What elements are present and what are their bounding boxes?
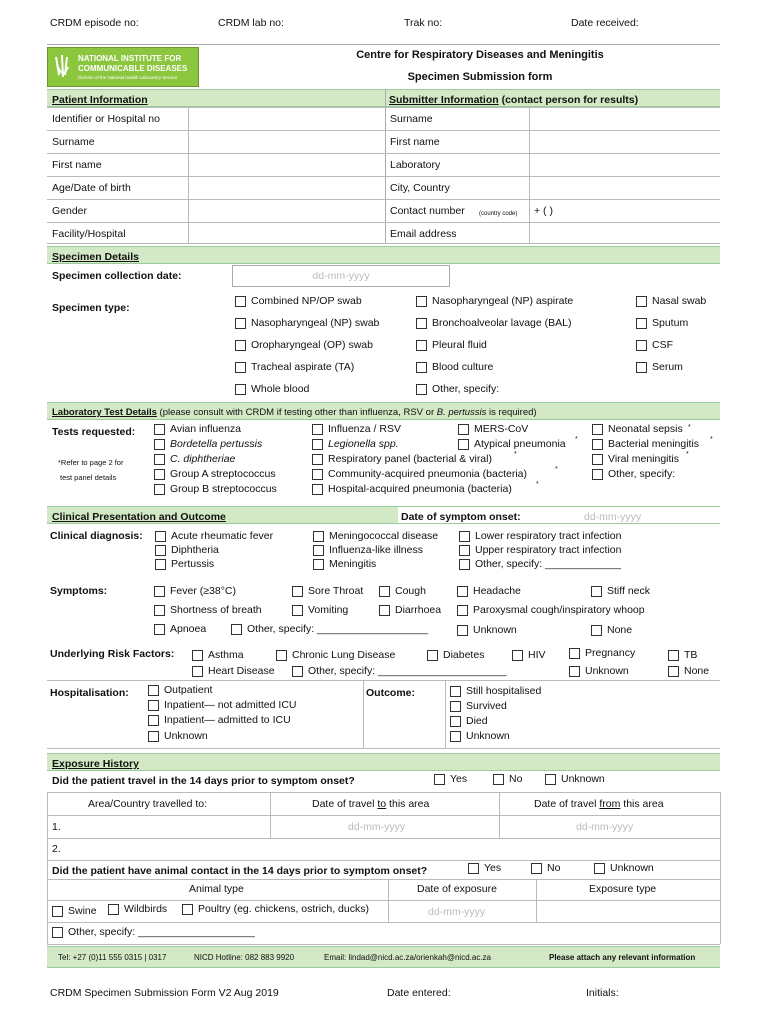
symptom-none-checkbox[interactable] — [591, 625, 602, 636]
risk-other-checkbox[interactable] — [292, 666, 303, 677]
lab-col1-label: Group A streptococcus — [170, 468, 276, 480]
risk-other-label: Other, specify: ______________________ — [308, 665, 507, 677]
refer-note-line1: *Refer to page 2 for — [58, 458, 124, 467]
patient-field-label: Gender — [52, 205, 88, 217]
lab-col2-checkbox[interactable] — [312, 454, 323, 465]
specimen-col1-checkbox[interactable] — [235, 296, 246, 307]
travel-area-header: Area/Country travelled to: — [88, 798, 208, 810]
risk-heart-checkbox[interactable] — [192, 666, 203, 677]
collection-date-placeholder: dd-mm-yyyy — [312, 270, 370, 282]
lab-col2-checkbox[interactable] — [312, 484, 323, 495]
lab-col3-label: Atypical pneumonia — [474, 438, 566, 450]
exposure-header-bar — [47, 753, 720, 771]
row-divider — [47, 879, 720, 880]
row-divider — [47, 900, 720, 901]
travel-row2: 2. — [52, 843, 61, 855]
specimen-col3-label: CSF — [652, 339, 673, 351]
risk-preg-label: Pregnancy — [585, 647, 636, 659]
diagnosis-col2-label: Meningitis — [329, 558, 377, 570]
travel-row1: 1. — [52, 821, 61, 833]
hospitalisation-label: Outpatient — [164, 684, 213, 696]
lab-col4-label: Bacterial meningitis — [608, 438, 700, 450]
specimen-col1-label: Nasopharyngeal (NP) swab — [251, 317, 380, 329]
outcome-label: Survived — [466, 700, 507, 712]
animal-question: Did the patient have animal contact in the 14 days prior to symptom onset? — [52, 865, 428, 877]
diagnosis-col1-label: Diphtheria — [171, 544, 219, 556]
symptom-unknown-checkbox[interactable] — [457, 625, 468, 636]
col-divider — [270, 792, 271, 838]
lab-col4-label: Viral meningitis — [608, 453, 680, 465]
tests-requested-label: Tests requested: — [52, 426, 136, 438]
lab-col4-checkbox[interactable] — [592, 439, 603, 450]
risk-diab-checkbox[interactable] — [427, 650, 438, 661]
risk-tb-checkbox[interactable] — [668, 650, 679, 661]
lab-col4-checkbox[interactable] — [592, 469, 603, 480]
animal-yes-checkbox[interactable] — [468, 863, 479, 874]
submitter-field-label: Email address — [390, 228, 457, 240]
risk-none-label: None — [684, 665, 710, 677]
lab-col1-label: Avian influenza — [170, 423, 242, 435]
outcome-label: Died — [466, 715, 488, 727]
risk-unknown-label: Unknown — [585, 665, 629, 677]
row-divider — [47, 838, 720, 839]
patient-field-input[interactable] — [188, 177, 385, 199]
diagnosis-col2-checkbox[interactable] — [313, 545, 324, 556]
symptom-headache-checkbox[interactable] — [457, 586, 468, 597]
submitter-field-input[interactable] — [530, 131, 720, 153]
clinical-diagnosis-label: Clinical diagnosis: — [50, 530, 143, 542]
row-divider — [47, 860, 720, 861]
specimen-col3-checkbox[interactable] — [636, 340, 647, 351]
submitter-field-label: Contact number — [390, 205, 465, 217]
outcome-checkbox[interactable] — [450, 731, 461, 742]
hospitalisation-checkbox[interactable] — [148, 731, 159, 742]
symptom-fever-label: Fever (≥38°C) — [170, 585, 236, 597]
lab-col2-checkbox[interactable] — [312, 424, 323, 435]
outcome-label: Unknown — [466, 730, 510, 742]
row-divider — [47, 815, 720, 816]
specimen-col2-checkbox[interactable] — [416, 384, 427, 395]
risk-diab-label: Diabetes — [443, 649, 485, 661]
country-code-hint: (country code) — [479, 211, 518, 217]
diagnosis-col1-checkbox[interactable] — [155, 531, 166, 542]
symptom-stiff-label: Stiff neck — [607, 585, 650, 597]
risk-factors-label: Underlying Risk Factors: — [50, 648, 175, 660]
lab-col4-label: Neonatal sepsis — [608, 423, 683, 435]
logo-line2: COMMUNICABLE DISEASES — [78, 64, 188, 73]
specimen-header-bar — [47, 246, 720, 264]
specimen-header: Specimen Details — [52, 251, 139, 263]
hospitalisation-label: Inpatient— not admitted ICU — [164, 699, 297, 711]
symptom-cough-checkbox[interactable] — [379, 586, 390, 597]
diagnosis-col3-label: Lower respiratory tract infection — [475, 530, 622, 542]
risk-none-checkbox[interactable] — [668, 666, 679, 677]
diagnosis-col2-checkbox[interactable] — [313, 559, 324, 570]
lab-col2-label: Community-acquired pneumonia (bacteria) — [328, 468, 528, 480]
row-divider — [47, 748, 720, 749]
symptom-apnoea-checkbox[interactable] — [154, 624, 165, 635]
clinical-header: Clinical Presentation and Outcome — [52, 511, 226, 523]
travel-yes-label: Yes — [450, 773, 468, 785]
symptom-stiff-checkbox[interactable] — [591, 586, 602, 597]
risk-unknown-checkbox[interactable] — [569, 666, 580, 677]
diagnosis-col2-label: Influenza-like illness — [329, 544, 423, 556]
lab-col2-checkbox[interactable] — [312, 469, 323, 480]
risk-ccd-label: Chronic Lung Disease — [292, 649, 396, 661]
animal-swine-label: Swine — [68, 905, 97, 917]
refer-note-line2: test panel details — [60, 473, 117, 482]
lab-col3-checkbox[interactable] — [458, 424, 469, 435]
patient-field-input[interactable] — [188, 154, 385, 176]
symptoms-label: Symptoms: — [50, 585, 108, 597]
symptom-parox-checkbox[interactable] — [457, 605, 468, 616]
specimen-col2-label: Pleural fluid — [432, 339, 487, 351]
travel-yes-checkbox[interactable] — [434, 774, 445, 785]
specimen-col1-label: Combined NP/OP swab — [251, 295, 362, 307]
row-divider — [47, 243, 720, 244]
specimen-type-label: Specimen type: — [52, 302, 130, 314]
submitter-field-label: First name — [390, 136, 440, 148]
hospitalisation-checkbox[interactable] — [148, 685, 159, 696]
risk-hiv-checkbox[interactable] — [512, 650, 523, 661]
diagnosis-col3-label: Other, specify: _____________ — [475, 558, 621, 570]
footer-tel: Tel: +27 (0)11 555 0315 | 0317 — [58, 953, 167, 962]
col-divider — [720, 792, 721, 944]
hospitalisation-checkbox[interactable] — [148, 700, 159, 711]
symptom-diarr-checkbox[interactable] — [379, 605, 390, 616]
symptom-sob-checkbox[interactable] — [154, 605, 165, 616]
specimen-col3-label: Sputum — [652, 317, 689, 329]
row-divider — [47, 680, 720, 681]
specimen-col2-checkbox[interactable] — [416, 318, 427, 329]
phone-prefix: + ( ) — [534, 205, 553, 217]
nicd-logo — [47, 47, 199, 87]
travel-unknown-label: Unknown — [561, 773, 605, 785]
submitter-field-label: City, Country — [390, 182, 450, 194]
patient-field-input[interactable] — [188, 200, 385, 222]
specimen-col1-label: Tracheal aspirate (TA) — [251, 361, 355, 373]
diagnosis-col2-checkbox[interactable] — [313, 531, 324, 542]
col-divider — [499, 792, 500, 838]
specimen-col1-checkbox[interactable] — [235, 340, 246, 351]
risk-asthma-label: Asthma — [208, 649, 244, 661]
symptom-sore-label: Sore Throat — [308, 585, 364, 597]
hospitalisation-checkbox[interactable] — [148, 715, 159, 726]
lab-col2-checkbox[interactable] — [312, 439, 323, 450]
initials-label: Initials: — [586, 987, 619, 999]
col-divider — [363, 680, 364, 748]
patient-field-label: Facility/Hospital — [52, 228, 126, 240]
animal-other-label: Other, specify: ____________________ — [68, 926, 255, 938]
animal-swine-checkbox[interactable] — [52, 906, 63, 917]
animal-no-checkbox[interactable] — [531, 863, 542, 874]
asterisk: * — [688, 424, 691, 431]
submitter-field-label: Laboratory — [390, 159, 441, 171]
animal-poultry-checkbox[interactable] — [182, 904, 193, 915]
footer-email[interactable]: Email: lindad@nicd.ac.za/orienkah@nicd.ac.za — [324, 953, 491, 962]
animal-wildbirds-checkbox[interactable] — [108, 904, 119, 915]
patient-field-label: First name — [52, 159, 102, 171]
symptom-sore-checkbox[interactable] — [292, 586, 303, 597]
animal-no-label: No — [547, 862, 561, 874]
hospitalisation-label: Inpatient— admitted to ICU — [164, 714, 291, 726]
lab-col1-checkbox[interactable] — [154, 454, 165, 465]
specimen-col2-checkbox[interactable] — [416, 340, 427, 351]
travel-to-header: Date of travel to this area — [312, 798, 430, 810]
lab-header: Laboratory Test Details (please consult with CRDM if testing other than influenza, RSV or B. pertussis is required) — [52, 407, 537, 418]
exposure-date-input[interactable]: dd-mm-yyyy — [428, 906, 486, 918]
lab-col2-label: Legionella spp. — [328, 438, 399, 450]
animal-other-checkbox[interactable] — [52, 927, 63, 938]
diagnosis-col1-label: Pertussis — [171, 558, 215, 570]
risk-heart-label: Heart Disease — [208, 665, 275, 677]
risk-ccd-checkbox[interactable] — [276, 650, 287, 661]
submitter-field-label: Surname — [390, 113, 433, 125]
risk-tb-label: TB — [684, 649, 698, 661]
patient-field-input[interactable] — [188, 223, 385, 245]
symptom-vomit-label: Vomiting — [308, 604, 349, 616]
specimen-col3-checkbox[interactable] — [636, 362, 647, 373]
asterisk: * — [575, 436, 578, 443]
date-received-label: Date received: — [571, 17, 639, 29]
diagnosis-col3-checkbox[interactable] — [459, 559, 470, 570]
travel-to-date-input[interactable]: dd-mm-yyyy — [348, 821, 406, 833]
exposure-type-header: Exposure type — [589, 883, 657, 895]
patient-header: Patient Information — [52, 94, 148, 106]
animal-wildbirds-label: Wildbirds — [124, 903, 168, 915]
collection-date-label: Specimen collection date: — [52, 270, 182, 282]
row-divider — [47, 922, 720, 923]
travel-from-date-input[interactable]: dd-mm-yyyy — [576, 821, 634, 833]
footer-attach: Please attach any relevant information — [549, 953, 696, 962]
specimen-col1-label: Oropharyngeal (OP) swab — [251, 339, 373, 351]
travel-no-label: No — [509, 773, 523, 785]
onset-date-placeholder[interactable]: dd-mm-yyyy — [584, 511, 642, 523]
lab-col4-label: Other, specify: — [608, 468, 676, 480]
specimen-col1-checkbox[interactable] — [235, 318, 246, 329]
col-divider — [388, 879, 389, 922]
lab-col4-checkbox[interactable] — [592, 424, 603, 435]
risk-preg-checkbox[interactable] — [569, 648, 580, 659]
lab-col4-checkbox[interactable] — [592, 454, 603, 465]
symptom-cough-label: Cough — [395, 585, 426, 597]
patient-field-label: Identifier or Hospital no — [52, 113, 160, 125]
lab-col1-label: Group B streptococcus — [170, 483, 277, 495]
lab-col1-label: C. diphtheriae — [170, 453, 236, 465]
diagnosis-col1-label: Acute rheumatic fever — [171, 530, 274, 542]
symptom-other-label: Other, specify: ___________________ — [247, 623, 428, 635]
outcome-checkbox[interactable] — [450, 701, 461, 712]
lab-no-label: CRDM lab no: — [218, 17, 284, 29]
outcome-checkbox[interactable] — [450, 686, 461, 697]
outcome-label: Still hospitalised — [466, 685, 542, 697]
symptom-vomit-checkbox[interactable] — [292, 605, 303, 616]
specimen-col2-checkbox[interactable] — [416, 362, 427, 373]
patient-field-input[interactable] — [188, 108, 385, 130]
submitter-field-input[interactable] — [530, 223, 720, 245]
symptom-diarr-label: Diarrhoea — [395, 604, 442, 616]
symptom-other-checkbox[interactable] — [231, 624, 242, 635]
col-divider — [188, 107, 189, 244]
symptom-none-label: None — [607, 624, 633, 636]
lab-col3-label: MERS-CoV — [474, 423, 529, 435]
onset-date-label: Date of symptom onset: — [401, 511, 521, 523]
logo-mark-icon — [53, 53, 73, 81]
lab-col1-label: Bordetella pertussis — [170, 438, 263, 450]
animal-unknown-label: Unknown — [610, 862, 654, 874]
symptom-fever-checkbox[interactable] — [154, 586, 165, 597]
diagnosis-col1-checkbox[interactable] — [155, 559, 166, 570]
travel-unknown-checkbox[interactable] — [545, 774, 556, 785]
diagnosis-col3-checkbox[interactable] — [459, 531, 470, 542]
lab-col2-label: Respiratory panel (bacterial & viral) — [328, 453, 492, 465]
risk-asthma-checkbox[interactable] — [192, 650, 203, 661]
risk-hiv-label: HIV — [528, 649, 546, 661]
form-title: Centre for Respiratory Diseases and Meningitis — [356, 49, 604, 61]
episode-no-label: CRDM episode no: — [50, 17, 139, 29]
asterisk: * — [514, 451, 517, 458]
footer-hotline: NICD Hotline: 082 883 9920 — [194, 953, 295, 962]
specimen-col3-label: Nasal swab — [652, 295, 707, 307]
patient-field-input[interactable] — [188, 131, 385, 153]
specimen-col2-label: Nasopharyngeal (NP) aspirate — [432, 295, 574, 307]
specimen-col2-checkbox[interactable] — [416, 296, 427, 307]
travel-question: Did the patient travel in the 14 days prior to symptom onset? — [52, 775, 355, 787]
col-divider — [529, 107, 530, 244]
asterisk: * — [686, 451, 689, 458]
specimen-col1-checkbox[interactable] — [235, 384, 246, 395]
col-divider — [536, 879, 537, 922]
lab-col1-checkbox[interactable] — [154, 469, 165, 480]
hospitalisation-label: Hospitalisation: — [50, 687, 129, 699]
specimen-col2-label: Blood culture — [432, 361, 494, 373]
col-divider — [445, 680, 446, 748]
patient-field-label: Age/Date of birth — [52, 182, 131, 194]
patient-field-label: Surname — [52, 136, 95, 148]
specimen-col2-label: Bronchoalveolar lavage (BAL) — [432, 317, 572, 329]
lab-col2-label: Influenza / RSV — [328, 423, 401, 435]
specimen-col3-checkbox[interactable] — [636, 296, 647, 307]
logo-line3: Division of the National Health Laboratory Service — [78, 75, 178, 80]
date-entered-label: Date entered: — [387, 987, 451, 999]
asterisk: * — [536, 481, 539, 488]
row-divider — [47, 944, 720, 945]
travel-from-header: Date of travel from this area — [534, 798, 664, 810]
specimen-col3-checkbox[interactable] — [636, 318, 647, 329]
animal-unknown-checkbox[interactable] — [594, 863, 605, 874]
col-divider — [47, 792, 48, 944]
symptom-unknown-label: Unknown — [473, 624, 517, 636]
travel-no-checkbox[interactable] — [493, 774, 504, 785]
submitter-field-input[interactable] — [530, 108, 720, 130]
submitter-field-input[interactable] — [530, 177, 720, 199]
outcome-checkbox[interactable] — [450, 716, 461, 727]
symptom-headache-label: Headache — [473, 585, 521, 597]
specimen-col2-label: Other, specify: — [432, 383, 500, 395]
exposure-date-header: Date of exposure — [417, 883, 497, 895]
diagnosis-col3-checkbox[interactable] — [459, 545, 470, 556]
submitter-field-input[interactable] — [530, 200, 720, 222]
lab-col3-checkbox[interactable] — [458, 439, 469, 450]
hospitalisation-label: Unknown — [164, 730, 208, 742]
form-subtitle: Specimen Submission form — [407, 71, 553, 83]
symptom-sob-label: Shortness of breath — [170, 604, 262, 616]
symptom-parox-label: Paroxysmal cough/inspiratory whoop — [473, 604, 645, 616]
specimen-col1-checkbox[interactable] — [235, 362, 246, 373]
animal-yes-label: Yes — [484, 862, 502, 874]
form-version: CRDM Specimen Submission Form V2 Aug 2019 — [50, 987, 279, 999]
submitter-field-input[interactable] — [530, 154, 720, 176]
specimen-col3-label: Serum — [652, 361, 683, 373]
logo-line1: NATIONAL INSTITUTE FOR — [78, 54, 182, 63]
outcome-label: Outcome: — [366, 687, 416, 699]
submitter-header: Submitter Information (contact person for results) — [389, 94, 639, 106]
lab-col1-checkbox[interactable] — [154, 484, 165, 495]
diagnosis-col1-checkbox[interactable] — [155, 545, 166, 556]
specimen-col1-label: Whole blood — [251, 383, 310, 395]
trak-no-label: Trak no: — [404, 17, 443, 29]
lab-col1-checkbox[interactable] — [154, 424, 165, 435]
lab-col2-label: Hospital-acquired pneumonia (bacteria) — [328, 483, 512, 495]
asterisk: * — [555, 466, 558, 473]
diagnosis-col3-label: Upper respiratory tract infection — [475, 544, 622, 556]
animal-type-header: Animal type — [189, 883, 244, 895]
row-divider — [47, 792, 720, 793]
lab-col1-checkbox[interactable] — [154, 439, 165, 450]
animal-poultry-label: Poultry (eg. chickens, ostrich, ducks) — [198, 903, 369, 915]
exposure-header: Exposure History — [52, 758, 139, 770]
symptom-apnoea-label: Apnoea — [170, 623, 207, 635]
diagnosis-col2-label: Meningococcal disease — [329, 530, 439, 542]
asterisk: * — [710, 436, 713, 443]
